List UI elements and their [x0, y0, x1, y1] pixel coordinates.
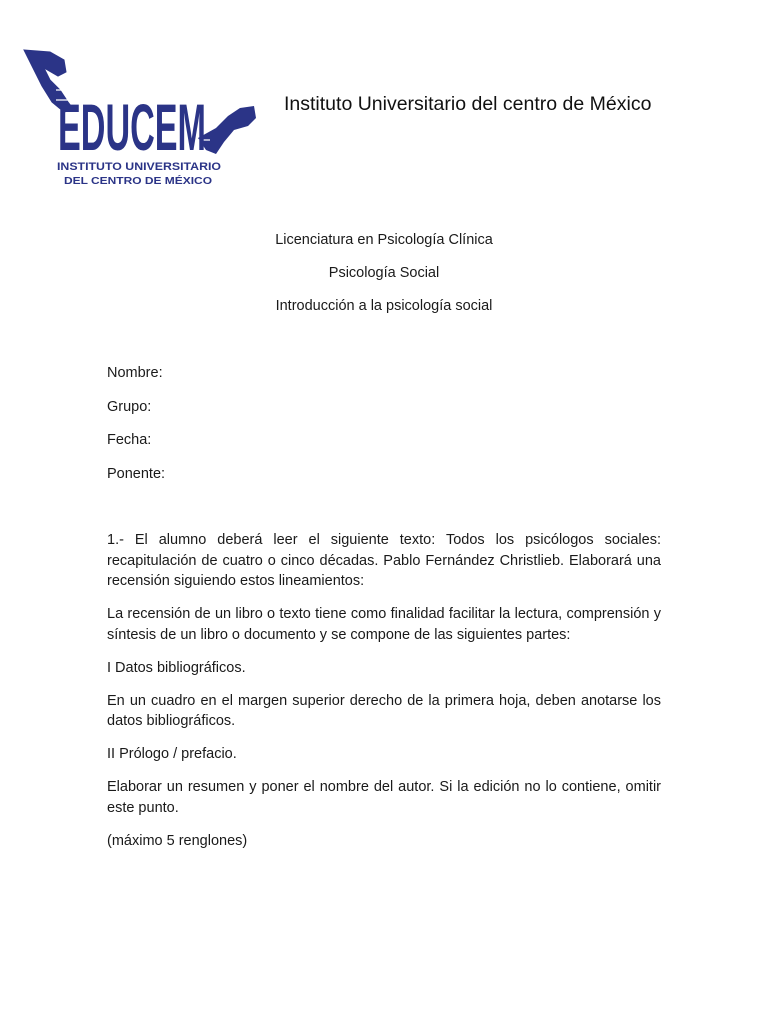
paragraph: En un cuadro en el margen superior derecho de la primera hoja, deben anotarse los datos bibliográficos.	[107, 692, 661, 729]
date-field-label: Fecha:	[107, 432, 152, 448]
page-title: Instituto Universitario del centro de México	[284, 93, 652, 115]
course-info	[0, 230, 768, 329]
speaker-field-label: Ponente:	[107, 465, 166, 482]
logo-wordmark: EDUCEM	[58, 90, 206, 164]
logo-line2: DEL CENTRO DE MÉXICO	[64, 176, 188, 187]
paragraph: I Datos bibliográficos.	[107, 659, 246, 676]
educem-logo-graphic	[20, 46, 260, 191]
paragraph: La recensión de un libro o texto tiene como finalidad facilitar la lectura, comprensión y síntesis de un libro o documento y se compone de las siguientes partes:	[107, 606, 661, 643]
instructions-body	[107, 530, 661, 864]
degree-line: Licenciatura en Psicología Clínica	[275, 232, 493, 248]
educem-logo	[20, 46, 260, 191]
paragraph: II Prólogo / prefacio.	[107, 746, 237, 762]
paragraph: (máximo 5 renglones)	[107, 832, 248, 849]
group-field-label: Grupo:	[107, 398, 152, 415]
paragraph: Elaborar un resumen y poner el nombre del autor. Si la edición no lo contiene, omitir este punto.	[107, 779, 661, 816]
paragraph: 1.- El alumno deberá leer el siguiente texto: Todos los psicólogos sociales: recapitulación de cuatro o cinco décadas. Pablo Fernández Christlieb. Elaborará una recensión siguiendo estos lineamientos:	[107, 532, 661, 589]
name-field-label: Nombre:	[107, 365, 163, 381]
topic-line: Introducción a la psicología social	[275, 298, 493, 314]
subject-line: Psicología Social	[328, 265, 440, 281]
student-fields	[107, 363, 165, 497]
logo-line1: INSTITUTO UNIVERSITARIO	[57, 161, 222, 173]
